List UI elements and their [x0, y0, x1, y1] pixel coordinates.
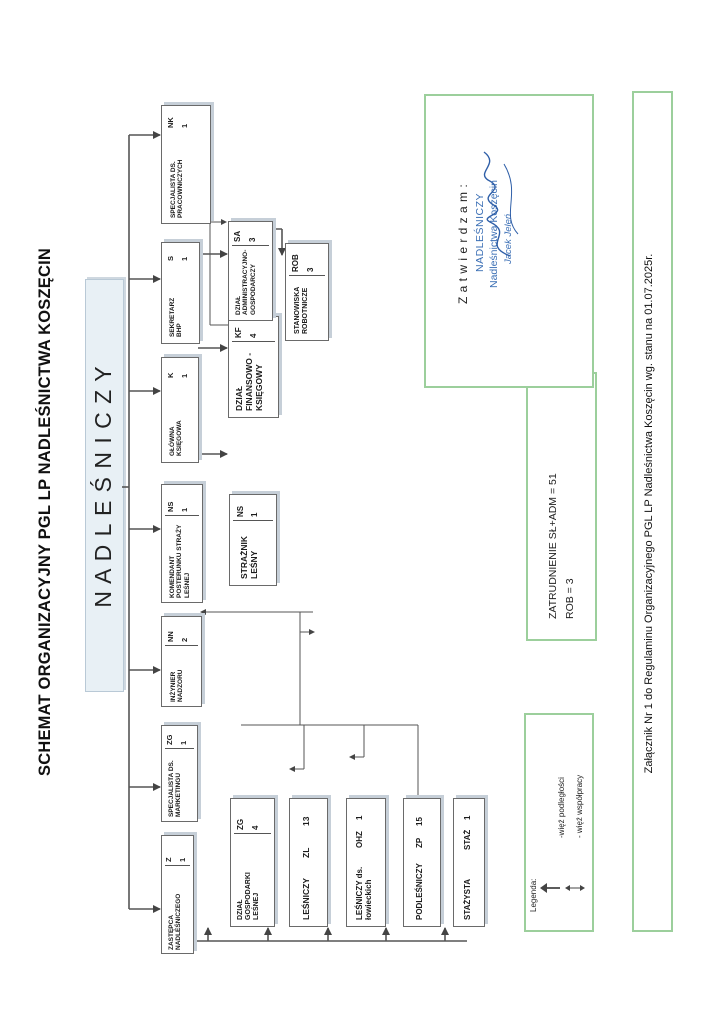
robotnicze-count: 3	[306, 267, 315, 272]
zastepca-code: Z	[164, 857, 173, 862]
lesniczy-box	[289, 798, 328, 927]
podlesniczy-code: ZP	[415, 837, 424, 848]
ksiegowa-code: K	[166, 372, 175, 378]
stamp-line2: Nadleśnictwa Koszęcin	[488, 180, 500, 288]
inzynier-box	[161, 616, 202, 707]
finansowo-label: DZIAŁ FINANSOWO - KSIĘGOWY	[234, 352, 264, 411]
pracownicze-box	[161, 105, 211, 224]
komendant-box	[161, 484, 203, 603]
robotnicze-box	[285, 243, 329, 341]
footer-text: Załącznik Nr 1 do Regulaminu Organizacyjnego PGL LP Nadleśnictwa Koszęcin wg. stanu na 01.07.2025r.	[643, 253, 655, 774]
legend-item-subordination: -więź podległości	[557, 777, 566, 838]
legend-item-cooperation: - więź współpracy	[575, 774, 584, 838]
lesniczy-label: LEŚNICZY	[301, 877, 311, 920]
straznik-label: STRAŻNIK LEŚNY	[239, 536, 259, 579]
marketing-code: ZG	[165, 734, 174, 745]
pracownicze-count: 1	[180, 123, 189, 128]
zastepca-count: 1	[178, 857, 187, 862]
administracyjno-code: SA	[233, 230, 242, 242]
finansowo-count: 4	[249, 333, 258, 338]
zastepca-label: ZASTĘPCA NADLEŚNICZEGO	[168, 893, 183, 950]
robotnicze-label: STANOWISKA ROBOTNICZE	[294, 286, 310, 334]
inzynier-count: 2	[180, 637, 189, 642]
komendant-label: KOMENDANT POSTERUNKU STRAŻY LEŚNEJ	[169, 524, 191, 598]
stamp-line1: NADLEŚNICZY	[474, 192, 486, 272]
bhp-count: 1	[180, 256, 189, 261]
podlesniczy-box	[403, 798, 441, 927]
gospodarki-label: DZIAŁ GOSPODARKI LEŚNEJ	[237, 872, 261, 920]
straznik-box	[229, 494, 277, 586]
administracyjno-count: 3	[248, 237, 257, 242]
komendant-code: NS	[166, 501, 175, 512]
ksiegowa-label: GŁÓWNA KSIĘGOWA	[169, 420, 184, 456]
komendant-count: 1	[180, 507, 189, 512]
straznik-code: NS	[236, 505, 245, 517]
signature-image	[470, 144, 530, 264]
stamp-line3: Jacek Jeleń	[503, 213, 514, 264]
ksiegowa-count: 1	[180, 373, 189, 378]
podlesniczy-count: 15	[415, 817, 424, 826]
lowieckie-box	[346, 798, 386, 927]
lowieckie-code: OHZ	[355, 831, 364, 848]
employment-line1: ZATRUDNIENIE SŁ+ADM = 51	[547, 473, 559, 619]
legend-arrows	[540, 878, 586, 898]
marketing-label: SPECJALISTA DS. MARKETINGU	[168, 760, 183, 817]
marketing-box	[161, 725, 198, 822]
marketing-count: 1	[179, 740, 188, 745]
finansowo-code: KF	[234, 327, 243, 338]
legend-title: Legenda:	[529, 878, 538, 912]
stazysta-box	[453, 798, 485, 927]
approval-title: Z a t w i e r d z a m :	[456, 183, 470, 304]
stazysta-code: STAŻ	[463, 829, 472, 850]
lesniczy-code: ZL	[301, 847, 311, 858]
administracyjno-box	[228, 221, 273, 321]
gospodarki-code: ZG	[236, 818, 245, 830]
stazysta-count: 1	[463, 815, 472, 820]
bhp-code: S	[166, 255, 175, 261]
chart-title: SCHEMAT ORGANIZACYJNY PGL LP NADLEŚNICTWA KOSZĘCIN	[36, 248, 54, 776]
gospodarki-count: 4	[251, 825, 260, 830]
lesniczy-count: 13	[301, 816, 311, 826]
pracownicze-label: SPECJALISTA DS. PRACOWNICZYCH	[170, 159, 185, 218]
inzynier-code: NN	[166, 631, 175, 642]
podlesniczy-label: PODLEŚNICZY	[415, 863, 424, 920]
bhp-label: SEKRETARZ BHP	[169, 297, 184, 337]
pracownicze-code: NK	[166, 117, 175, 128]
ksiegowa-box	[161, 357, 199, 463]
employment-box	[526, 372, 597, 641]
head-nadlesniczy-label: N A D L E Ś N I C Z Y	[90, 365, 116, 608]
zastepca-box	[161, 835, 194, 954]
straznik-count: 1	[250, 512, 259, 517]
administracyjno-label: DZIAŁ ADMINISTRACYJNO-GOSPODARCZY	[235, 249, 257, 315]
stazysta-label: STAŻYSTA	[463, 878, 472, 920]
bhp-box	[161, 242, 200, 344]
cooperation-arrow-icon	[565, 885, 570, 891]
subordination-arrow-icon	[540, 883, 547, 893]
lowieckie-label: LEŚNICZY ds. łowieckich	[355, 866, 374, 920]
robotnicze-code: ROB	[291, 254, 300, 272]
finansowo-box	[228, 316, 279, 418]
employment-line2: ROB = 3	[564, 578, 576, 619]
gospodarki-box	[230, 798, 275, 927]
inzynier-label: INŻYNIER NADZORU	[170, 669, 185, 702]
lowieckie-count: 1	[355, 815, 364, 820]
